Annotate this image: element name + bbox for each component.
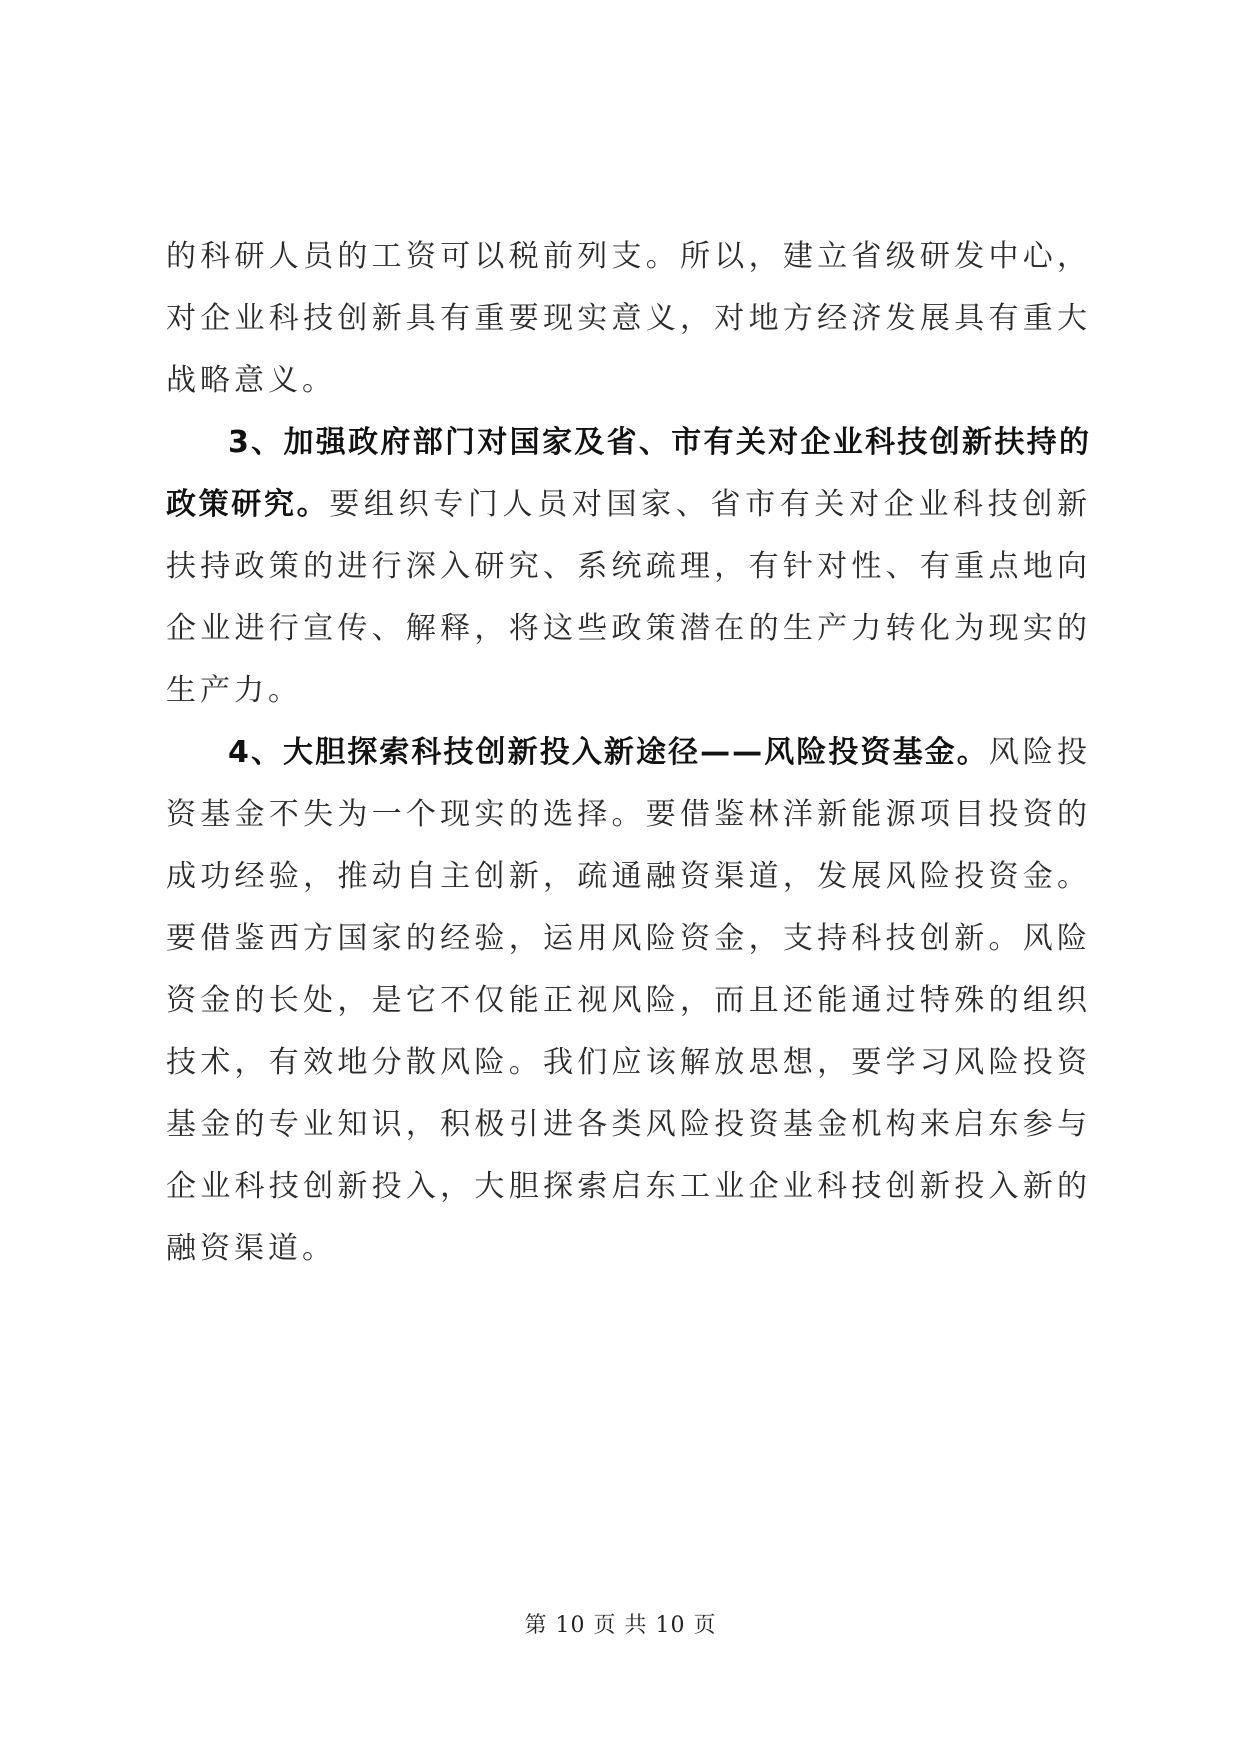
paragraph-text: 风险投资基金不失为一个现实的选择。要借鉴林洋新能源项目投资的成功经验，推动自主创新，疏通融资渠道，发展风险投资金。要借鉴西方国家的经验，运用风险资金，支持科技创新。风险资金的长处，是它不仅能正视风险，而且还能通过特殊的组织技术，有效地分散风险。我们应该解放思想，要学习风险投资基金的专业知识，积极引进各类风险投资基金机构来启东参与企业科技创新投入，大胆探索启东工业企业科技创新投入新的融资渠道。 (166, 735, 1091, 1266)
paragraph-continuation (166, 226, 1091, 412)
paragraph-text: 要组织专门人员对国家、省市有关对企业科技创新扶持政策的进行深入研究、系统疏理，有针对性、有重点地向企业进行宣传、解释，将这些政策潜在的生产力转化为现实的生产力。 (166, 487, 1092, 708)
document-body (166, 226, 1091, 1280)
paragraph-heading: 4、大胆探索科技创新投入新途径——风险投资基金。 (228, 735, 989, 770)
paragraph-heading: 3、加强政府部门对国家及省、市有关对企业科技创新扶持的政策研究。 (166, 425, 1091, 522)
paragraph-item-4 (166, 722, 1091, 1280)
paragraph-text: 的科研人员的工资可以税前列支。所以，建立省级研发中心，对企业科技创新具有重要现实意义，对地方经济发展具有重大战略意义。 (166, 239, 1091, 398)
paragraph-item-3 (166, 412, 1091, 722)
page-number-footer: 第 10 页 共 10 页 (524, 1613, 717, 1638)
